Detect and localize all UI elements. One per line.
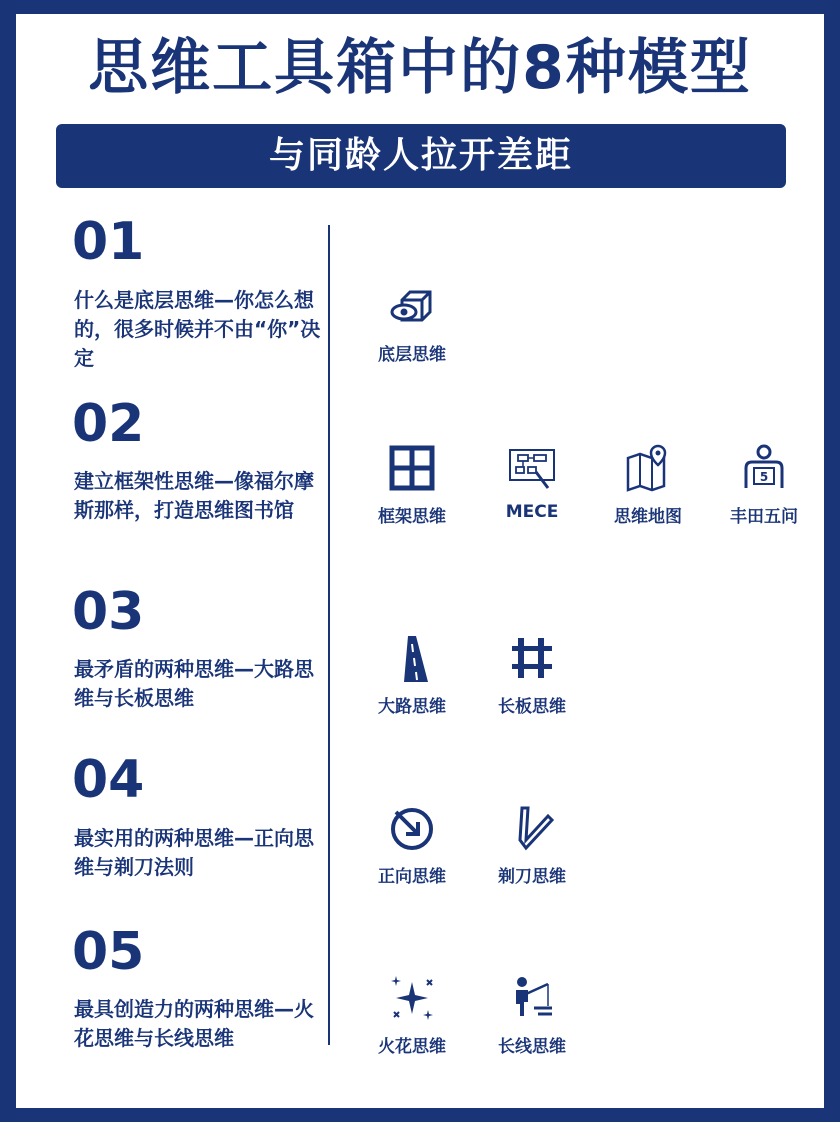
tool-forward-thinking [352, 802, 472, 887]
section-number-02: 02 [72, 394, 145, 454]
tool-long-line-thinking [472, 972, 592, 1057]
sparkle-icon [386, 972, 438, 1024]
tool-label: 剃刀思维 [498, 867, 566, 887]
tool-label: 丰田五问 [730, 507, 798, 527]
vertical-divider [328, 225, 330, 1045]
tool-razor-thinking [472, 802, 592, 887]
tool-label: 长线思维 [498, 1037, 566, 1057]
tool-bottom-thinking [352, 280, 472, 365]
section-description-01: 什么是底层思维—你怎么想的，很多时候并不由“你”决定 [74, 288, 321, 370]
tool-main-road-thinking [352, 632, 472, 717]
tool-long-board-thinking [472, 632, 592, 717]
tool-label: 长板思维 [498, 697, 566, 717]
tool-framework-thinking [352, 442, 472, 527]
tool-label: MECE [505, 502, 559, 522]
tool-label: 底层思维 [378, 345, 446, 365]
tool-spark-thinking [352, 972, 472, 1057]
road-icon [386, 632, 438, 684]
svg-text:5: 5 [759, 470, 769, 484]
grid-icon [386, 442, 438, 494]
section-number-04: 04 [72, 750, 145, 810]
eye-cube-icon [386, 280, 438, 332]
tool-label: 框架思维 [378, 507, 446, 527]
tool-mind-map [588, 442, 708, 527]
planks-icon [506, 632, 558, 684]
tool-label: 正向思维 [378, 867, 446, 887]
tool-label: 火花思维 [378, 1037, 446, 1057]
section-description-03: 最矛盾的两种思维—大路思维与长板思维 [74, 657, 314, 710]
section-description-02: 建立框架性思维—像福尔摩斯那样，打造思维图书馆 [74, 469, 314, 522]
map-pin-icon [622, 442, 674, 494]
flowchart-board-icon [506, 442, 558, 494]
tool-mece [472, 442, 592, 522]
section-number-01: 01 [72, 212, 145, 272]
forward-arrow-circle-icon [386, 802, 438, 854]
section-description-04: 最实用的两种思维—正向思维与剃刀法则 [74, 826, 314, 879]
tool-label: 思维地图 [614, 507, 682, 527]
section-number-05: 05 [72, 922, 145, 982]
tool-toyota-five-whys [704, 442, 824, 527]
section-description-05: 最具创造力的两种思维—火花思维与长线思维 [74, 997, 314, 1050]
section-number-03: 03 [72, 582, 145, 642]
tool-label: 大路思维 [378, 697, 446, 717]
subtitle-banner: 与同龄人拉开差距 [56, 124, 786, 188]
page-title: 思维工具箱中的8种模型 [88, 33, 752, 103]
fishing-icon [506, 972, 558, 1024]
presenter-icon [738, 442, 790, 494]
razor-icon [506, 802, 558, 854]
